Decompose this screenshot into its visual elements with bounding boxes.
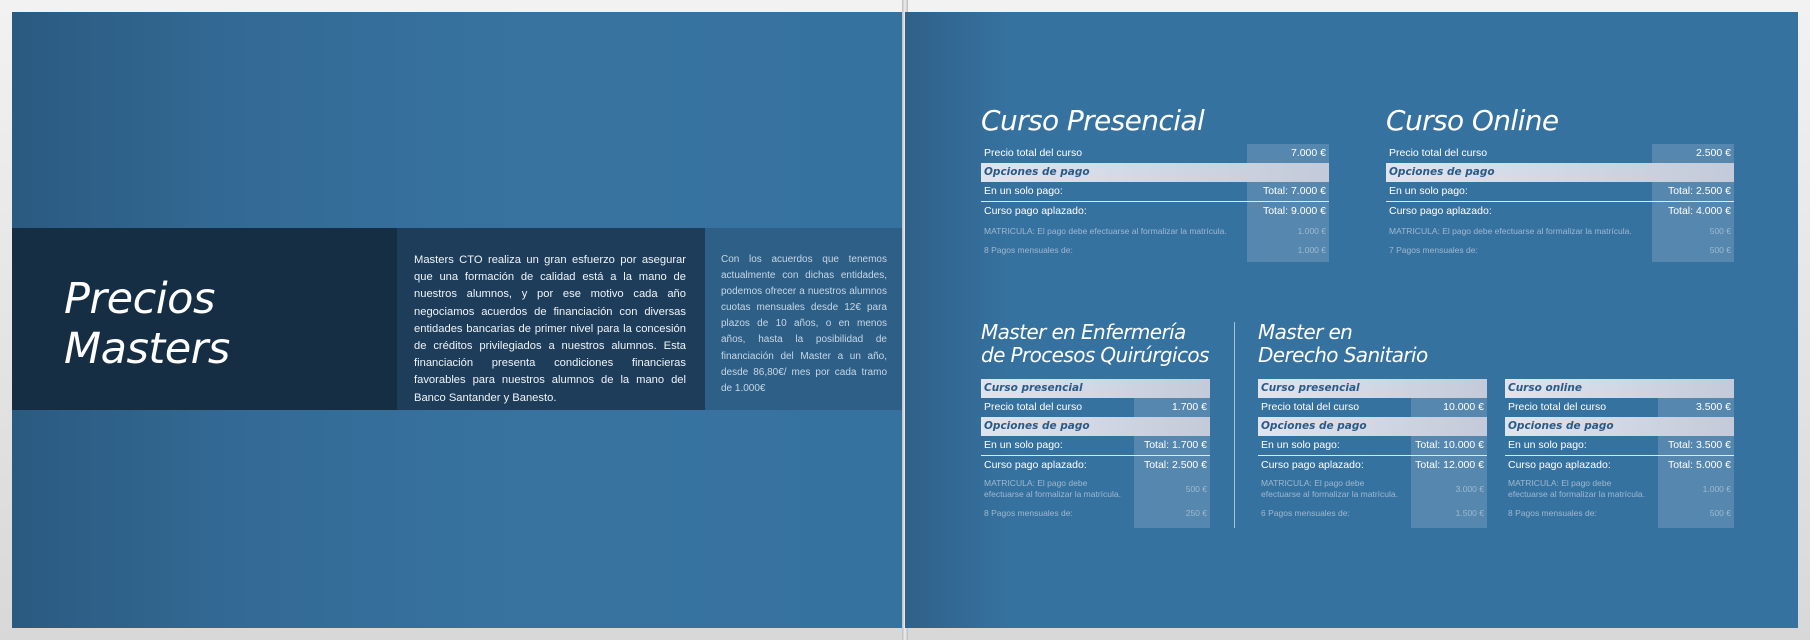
single-payment-row: En un solo pago: Total: 10.000 €: [1258, 436, 1487, 456]
price-row: Precio total del curso 1.700 €: [984, 401, 1207, 413]
deferred-payment-row: Curso pago aplazado: Total: 12.000 €: [1261, 459, 1484, 471]
enrollment-row: MATRICULA: El pago debe efectuarse al formalizar la matrícula. 3.000 €: [1261, 478, 1484, 499]
sanitario-online-table: [1505, 379, 1734, 522]
single-payment-row: En un solo pago: Total: 7.000 €: [981, 182, 1329, 202]
deferred-payment-row: Curso pago aplazado: Total: 4.000 €: [1389, 205, 1731, 217]
left-page: [12, 12, 905, 628]
single-payment-row: En un solo pago: Total: 1.700 €: [981, 436, 1210, 456]
payment-options-header: Opciones de pago: [981, 163, 1329, 182]
course-type-header: Curso presencial: [981, 379, 1210, 398]
payment-options-header: Opciones de pago: [1386, 163, 1734, 182]
deferred-payment-row: Curso pago aplazado: Total: 2.500 €: [984, 459, 1207, 471]
curso-presencial-table: [981, 144, 1329, 259]
enfermeria-table: [981, 379, 1210, 522]
deferred-payment-row: Curso pago aplazado: Total: 5.000 €: [1508, 459, 1731, 471]
monthly-row: 8 Pagos mensuales de: 500 €: [1508, 508, 1731, 518]
sanitario-title: [1258, 321, 1428, 367]
price-row: Precio total del curso 3.500 €: [1508, 401, 1731, 413]
monthly-row: 8 Pagos mensuales de: 1.000 €: [984, 245, 1326, 255]
monthly-row: 6 Pagos mensuales de: 1.500 €: [1261, 508, 1484, 518]
page-title: Precios Masters: [64, 274, 230, 374]
enfermeria-title-line1: Master en Enfermería: [981, 320, 1186, 344]
financing-paragraph: Con los acuerdos que tenemos actualmente con dichas entidades, podemos ofrecer a nuestros alumnos cuotas mensuales desde 12€ para plazos de 10 años, o en menos años, hasta la posibilidad de financiación del Master a un año, desde 86,80€/ mes por cada tramo de 1.000€: [721, 254, 887, 394]
payment-options-header: Opciones de pago: [981, 417, 1210, 436]
enfermeria-title: [981, 321, 1209, 367]
curso-online-title: Curso Online: [1386, 104, 1559, 137]
price-row: Precio total del curso 10.000 €: [1261, 401, 1484, 413]
enrollment-row: MATRICULA: El pago debe efectuarse al formalizar la matrícula. 1.000 €: [984, 226, 1326, 236]
course-type-header: Curso online: [1505, 379, 1734, 398]
sanitario-title-line1: Master en: [1258, 320, 1353, 344]
enrollment-row: MATRICULA: El pago debe efectuarse al formalizar la matrícula. 1.000 €: [1508, 478, 1731, 499]
sanitario-title-line2: Derecho Sanitario: [1258, 343, 1428, 367]
course-type-header: Curso presencial: [1258, 379, 1487, 398]
curso-online-table: [1386, 144, 1734, 259]
payment-options-header: Opciones de pago: [1258, 417, 1487, 436]
column-divider: [1234, 322, 1235, 528]
sanitario-presencial-table: [1258, 379, 1487, 522]
enfermeria-title-line2: de Procesos Quirúrgicos: [981, 343, 1209, 367]
intro-paragraph: Masters CTO realiza un gran esfuerzo por asegurar que una formación de calidad está a la mano de nuestros alumnos, y por ese motivo cada año negociamos acuerdos de financiación con diversas entidades bancarias de primer nivel para la concesión de créditos privilegiados a nuestros alumnos. Esta financiación presenta condiciones financieras favorables para nuestros alumnos de la mano del Banco Santander y Banesto.: [414, 254, 686, 404]
price-row: Precio total del curso 7.000 €: [984, 147, 1326, 159]
monthly-row: 8 Pagos mensuales de: 250 €: [984, 508, 1207, 518]
enrollment-row: MATRICULA: El pago debe efectuarse al formalizar la matrícula. 500 €: [984, 478, 1207, 499]
single-payment-row: En un solo pago: Total: 2.500 €: [1386, 182, 1734, 202]
payment-options-header: Opciones de pago: [1505, 417, 1734, 436]
price-row: Precio total del curso 2.500 €: [1389, 147, 1731, 159]
monthly-row: 7 Pagos mensuales de: 500 €: [1389, 245, 1731, 255]
enrollment-row: MATRICULA: El pago debe efectuarse al formalizar la matrícula. 500 €: [1389, 226, 1731, 236]
single-payment-row: En un solo pago: Total: 3.500 €: [1505, 436, 1734, 456]
deferred-payment-row: Curso pago aplazado: Total: 9.000 €: [984, 205, 1326, 217]
curso-presencial-title: Curso Presencial: [981, 104, 1205, 137]
